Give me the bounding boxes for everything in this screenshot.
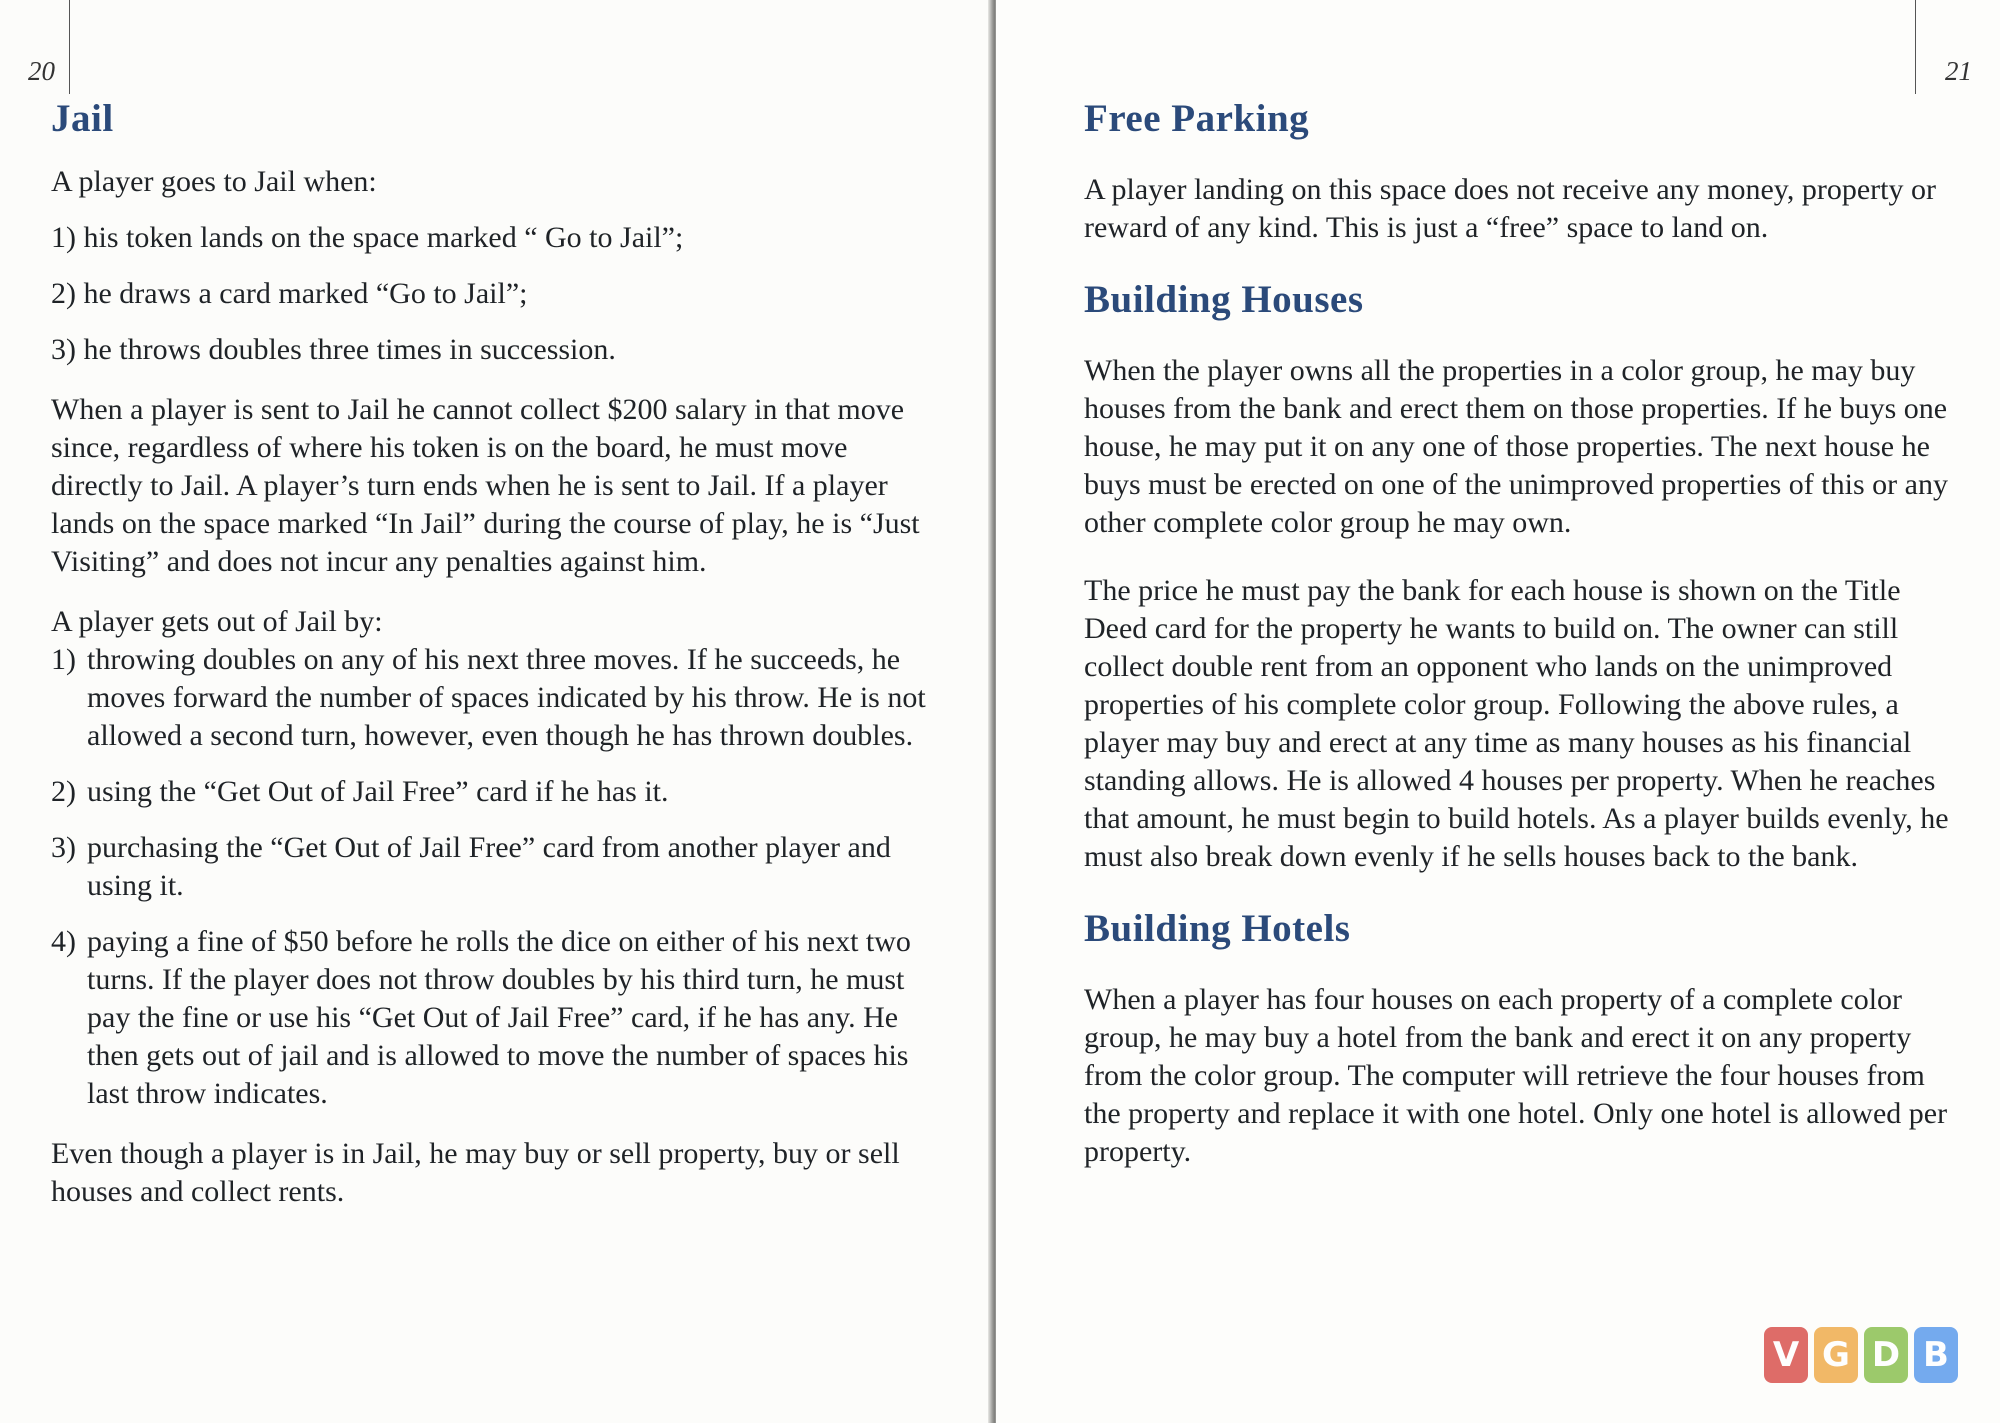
page-number-right: 21 <box>1945 56 1972 86</box>
jail-paragraph: When a player is sent to Jail he cannot collect $200 salary in that move since, regardless of where his token is on the board, he must move directly to Jail. A player’s turn ends when he is sent to Jail. If a player lands on the space marked “In Jail” during the course of play, he is “Just Visiting” and does not incur any penalties against him. <box>51 393 920 578</box>
jail-closing: Even though a player is in Jail, he may buy or sell property, buy or sell houses and collect rents. <box>51 1137 900 1208</box>
logo-tile: V <box>1764 1327 1808 1383</box>
logo-tile: B <box>1914 1327 1958 1383</box>
list-item: 1) throwing doubles on any of his next three moves. If he succeeds, he moves forward the number of spaces indicated by his throw. He is not allowed a second turn, however, even though he has thrown doubles. <box>51 643 926 752</box>
section-title-free-parking: Free Parking <box>1084 97 1310 140</box>
right-column <box>1084 96 1964 1171</box>
section-title-building-hotels: Building Hotels <box>1084 907 1351 950</box>
jail-condition-2: 2) he draws a card marked “Go to Jail”; <box>51 277 528 310</box>
building-houses-paragraph-1: When the player owns all the properties in a color group, he may buy houses from the bank and erect them on those properties. If he buys one house, he may put it on any one of those properties. The next house he buys must be erected on one of the unimproved properties of this or any other complete color group he may own. <box>1084 354 1948 539</box>
vgdb-watermark-logo <box>1764 1327 1958 1383</box>
section-title-jail: Jail <box>51 97 114 140</box>
section-title-building-houses: Building Houses <box>1084 278 1364 321</box>
page-number-left: 20 <box>28 56 55 86</box>
building-hotels-text: When a player has four houses on each property of a complete color group, he may buy a hotel from the bank and erect it on any property from the color group. The computer will retrieve the four houses from the property and replace it with one hotel. Only one hotel is allowed per property. <box>1084 983 1948 1168</box>
margin-rule <box>1915 0 1916 94</box>
list-item: 2) using the “Get Out of Jail Free” card if he has it. <box>51 775 669 808</box>
jail-section <box>51 96 931 1211</box>
right-page <box>996 0 2000 1423</box>
jail-condition-3: 3) he throws doubles three times in succession. <box>51 333 616 366</box>
margin-rule <box>69 0 70 94</box>
logo-tile: D <box>1864 1327 1908 1383</box>
building-houses-paragraph-2: The price he must pay the bank for each house is shown on the Title Deed card for the property he wants to build on. The owner can still collect double rent from an opponent who lands on the unimproved properties of his complete color group. Following the above rules, a player may buy and erect at any time as many houses as his financial standing allows. He is allowed 4 houses per property. When he reaches that amount, he must begin to build hotels. As a player builds evenly, he must also break down evenly if he sells houses back to the bank. <box>1084 574 1949 873</box>
list-item: 4) paying a fine of $50 before he rolls the dice on either of his next two turns. If the player does not throw doubles by his third turn, he must pay the fine or use his “Get Out of Jail Free” card, if he has any. He then gets out of jail and is allowed to move the number of spaces his last throw indicates. <box>51 925 911 1110</box>
jail-condition-1: 1) his token lands on the space marked “ Go to Jail”; <box>51 221 684 254</box>
logo-tile: G <box>1814 1327 1858 1383</box>
jail-out-intro: A player gets out of Jail by: <box>51 605 383 638</box>
jail-out-list <box>51 641 931 1113</box>
left-page <box>0 0 990 1423</box>
free-parking-text: A player landing on this space does not receive any money, property or reward of any kind. This is just a “free” space to land on. <box>1084 173 1936 244</box>
jail-intro: A player goes to Jail when: <box>51 165 377 198</box>
list-item: 3) purchasing the “Get Out of Jail Free” card from another player and using it. <box>51 831 891 902</box>
